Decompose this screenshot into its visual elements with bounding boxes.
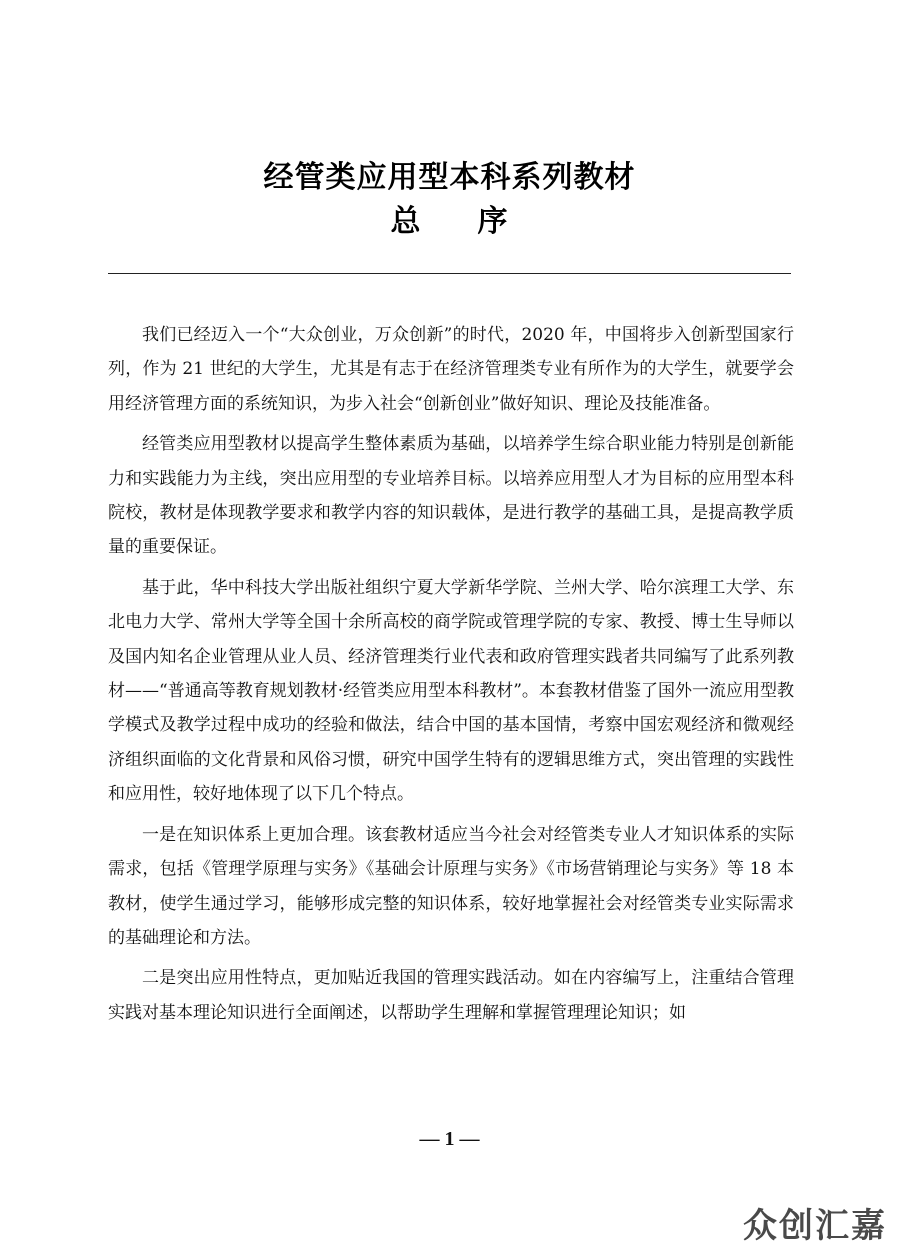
paragraph-5: 二是突出应用性特点，更加贴近我国的管理实践活动。如在内容编写上，注重结合管理实践对基本理论知识进行全面阐述，以帮助学生理解和掌握管理理论知识；如 xyxy=(108,968,794,1023)
series-title: 经管类应用型本科系列教材 xyxy=(263,160,636,195)
paragraph-2: 经管类应用型教材以提高学生整体素质为基础，以培养学生综合职业能力特别是创新能力和实践能力为主线，突出应用型的专业培养目标。以培养应用型人才为目标的应用型本科院校，教材是体现教学要求和教学内容的知识载体，是进行教学的基础工具，是提高教学质量的重要保证。 xyxy=(108,434,794,558)
preface-heading-second-char: 序 xyxy=(477,204,509,239)
title-divider xyxy=(108,273,791,274)
preface-body xyxy=(108,318,794,1030)
watermark-logo: 众创汇嘉 xyxy=(743,1206,887,1246)
preface-heading xyxy=(0,196,899,240)
paragraph-3: 基于此，华中科技大学出版社组织宁夏大学新华学院、兰州大学、哈尔滨理工大学、东北电力大学、常州大学等全国十余所高校的商学院或管理学院的专家、教授、博士生导师以及国内知名企业管理从业人员、经济管理类行业代表和政府管理实践者共同编写了此系列教材——“普通高等教育规划教材·经管类应用型本科教材”。本套教材借鉴了国外一流应用型教学模式及教学过程中成功的经验和做法，结合中国的基本国情，考察中国宏观经济和微观经济组织面临的文化背景和风俗习惯，研究中国学生特有的逻辑思维方式，突出管理的实践性和应用性，较好地体现了以下几个特点。 xyxy=(108,577,794,805)
preface-heading-first-char: 总 xyxy=(390,204,422,239)
paragraph-1: 我们已经迈入一个“大众创业，万众创新”的时代，2020 年，中国将步入创新型国家行列，作为 21 世纪的大学生，尤其是有志于在经济管理类专业有所作为的大学生，就要学会用经济管理方面的系统知识，为步入社会“创新创业”做好知识、理论及技能准备。 xyxy=(108,325,794,414)
paragraph-4: 一是在知识体系上更加合理。该套教材适应当今社会对经管类专业人才知识体系的实际需求，包括《管理学原理与实务》《基础会计原理与实务》《市场营销理论与实务》等 18 本教材，使学生通过学习，能够形成完整的知识体系，较好地掌握社会对经管类专业实际需求的基础理论和方法。 xyxy=(108,824,794,948)
page-number: — 1 — xyxy=(419,1128,480,1150)
